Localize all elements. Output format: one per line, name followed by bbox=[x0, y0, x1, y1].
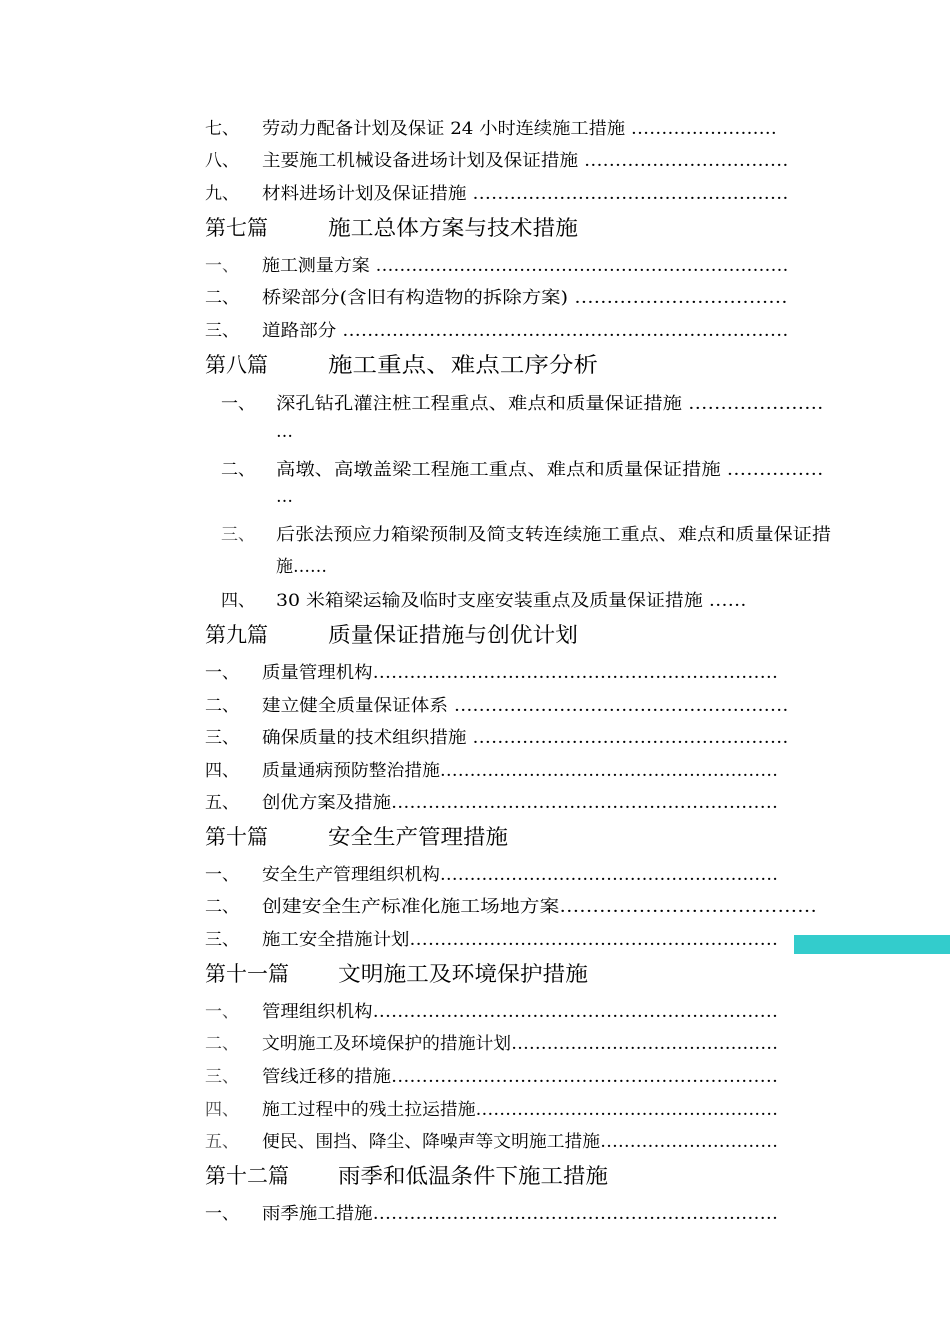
toc-entry-title: 材料进场计划及保证措施 …………………………………………… bbox=[262, 184, 789, 204]
toc-entry-number: 一、 bbox=[205, 1002, 239, 1022]
toc-entry-number: 一、 bbox=[221, 394, 255, 414]
toc-heading-number: 第十二篇 bbox=[205, 1164, 289, 1188]
toc-entry-number: 一、 bbox=[205, 1204, 239, 1224]
toc-heading-title: 雨季和低温条件下施工措施 bbox=[338, 1164, 608, 1188]
toc-heading-title: 施工重点、难点工序分析 bbox=[328, 353, 598, 377]
toc-entry-number: 五、 bbox=[205, 1132, 239, 1152]
toc-entry-title: 创优方案及措施……………………………………………………… bbox=[262, 793, 778, 813]
toc-heading-number: 第十一篇 bbox=[205, 962, 289, 986]
toc-entry-number: 五、 bbox=[205, 793, 239, 813]
toc-entry-number: 四、 bbox=[205, 761, 239, 781]
toc-entry-title: 确保质量的技术组织措施 …………………………………………… bbox=[262, 728, 789, 748]
toc-entry-title: 施工过程中的残土拉运措施…………………………………………… bbox=[262, 1100, 778, 1120]
toc-entry-title: 质量通病预防整治措施………………………………………………… bbox=[262, 761, 778, 781]
toc-entry-number: 三、 bbox=[205, 728, 239, 748]
toc-entry-title: 管线迁移的措施……………………………………………………… bbox=[262, 1067, 778, 1087]
toc-entry-title: 高墩、高墩盖梁工程施工重点、难点和质量保证措施 …………… bbox=[276, 460, 824, 480]
toc-entry-number: 九、 bbox=[205, 184, 239, 204]
toc-heading-number: 第八篇 bbox=[205, 353, 268, 377]
toc-entry-title: 质量管理机构………………………………………………………… bbox=[262, 663, 778, 683]
toc-entry-number: 四、 bbox=[221, 591, 255, 611]
toc-heading-number: 第七篇 bbox=[205, 216, 268, 240]
toc-heading-number: 第九篇 bbox=[205, 623, 268, 647]
toc-entry-title: 主要施工机械设备进场计划及保证措施 …………………………… bbox=[262, 151, 789, 171]
toc-heading-title: 安全生产管理措施 bbox=[328, 825, 508, 849]
toc-heading-title: 文明施工及环境保护措施 bbox=[338, 962, 588, 986]
toc-entry-number: 二、 bbox=[205, 288, 239, 308]
toc-entry-title: 管理组织机构………………………………………………………… bbox=[262, 1002, 778, 1022]
toc-entry-title: 建立健全质量保证体系 ……………………………………………… bbox=[262, 696, 789, 716]
toc-entry-title: 施工安全措施计划…………………………………………………… bbox=[262, 930, 778, 950]
toc-entry-title: 创建安全生产标准化施工场地方案………………………………… bbox=[262, 897, 817, 917]
toc-entry-title: 安全生产管理组织机构………………………………………………… bbox=[262, 865, 778, 885]
toc-entry-continuation: … bbox=[276, 487, 293, 507]
toc-entry-number: 一、 bbox=[205, 663, 239, 683]
toc-entry-number: 三、 bbox=[205, 930, 239, 950]
toc-entry-title: 道路部分 ……………………………………………………………… bbox=[262, 321, 789, 341]
accent-bar bbox=[794, 935, 950, 954]
toc-entry-continuation: 施…… bbox=[276, 557, 327, 577]
toc-entry-title: 深孔钻孔灌注桩工程重点、难点和质量保证措施 ………………… bbox=[276, 394, 824, 414]
toc-entry-title: 文明施工及环境保护的措施计划……………………………………… bbox=[262, 1034, 778, 1054]
toc-entry-title: 便民、围挡、降尘、降噪声等文明施工措施………………………… bbox=[262, 1132, 778, 1152]
toc-entry-number: 八、 bbox=[205, 151, 239, 171]
toc-entry-title: 后张法预应力箱梁预制及简支转连续施工重点、难点和质量保证措 bbox=[276, 525, 831, 545]
toc-entry-continuation: … bbox=[276, 422, 293, 442]
toc-entry-number: 三、 bbox=[205, 321, 239, 341]
toc-heading-number: 第十篇 bbox=[205, 825, 268, 849]
toc-entry-title: 施工测量方案 …………………………………………………………… bbox=[262, 256, 789, 276]
toc-entry-number: 二、 bbox=[205, 897, 239, 917]
toc-entry-number: 一、 bbox=[205, 865, 239, 885]
toc-entry-number: 三、 bbox=[205, 1067, 239, 1087]
toc-heading-title: 施工总体方案与技术措施 bbox=[328, 216, 578, 240]
toc-entry-title: 雨季施工措施………………………………………………………… bbox=[262, 1204, 778, 1224]
toc-entry-number: 二、 bbox=[205, 1034, 239, 1054]
toc-heading-title: 质量保证措施与创优计划 bbox=[328, 623, 578, 647]
toc-entry-title: 桥梁部分(含旧有构造物的拆除方案) …………………………… bbox=[262, 288, 788, 308]
toc-entry-title: 30 米箱梁运输及临时支座安装重点及质量保证措施 …… bbox=[276, 591, 747, 611]
toc-entry-number: 二、 bbox=[221, 460, 255, 480]
toc-entry-title: 劳动力配备计划及保证 24 小时连续施工措施 …………………… bbox=[262, 119, 777, 139]
toc-entry-number: 三、 bbox=[221, 525, 255, 545]
toc-entry-number: 七、 bbox=[205, 119, 239, 139]
toc-entry-number: 一、 bbox=[205, 256, 239, 276]
toc-entry-number: 四、 bbox=[205, 1100, 239, 1120]
toc-entry-number: 二、 bbox=[205, 696, 239, 716]
